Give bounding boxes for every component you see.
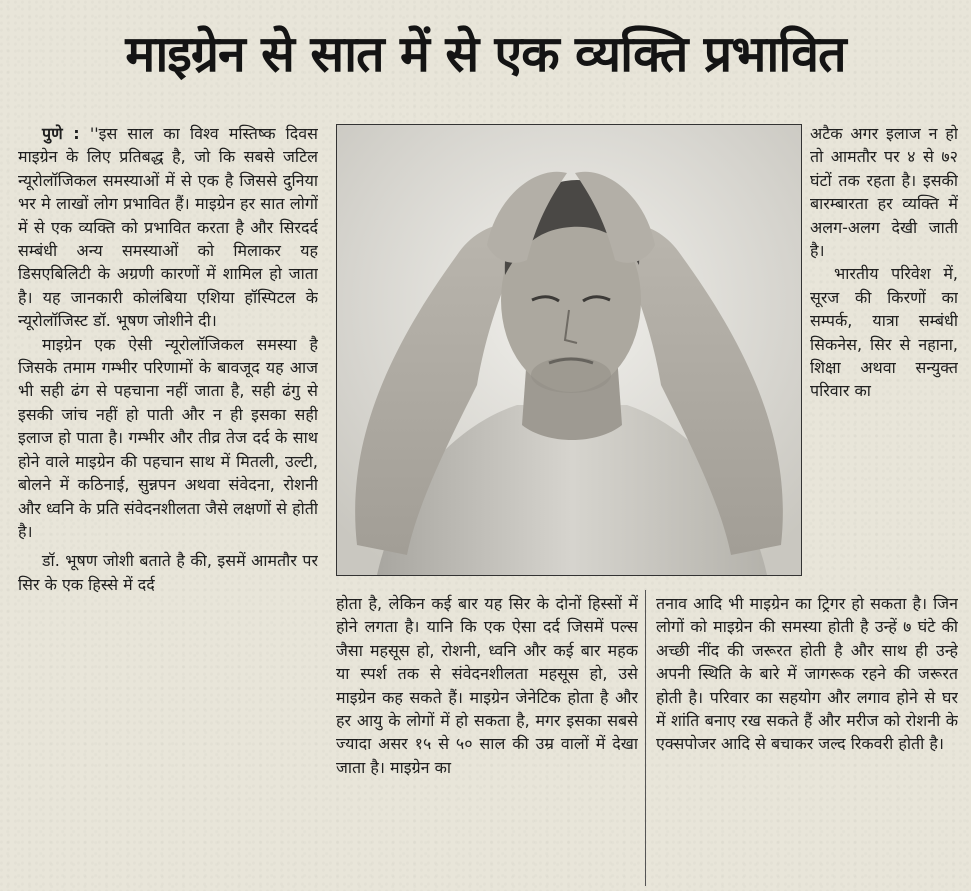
paragraph-7: तनाव आदि भी माइग्रेन का ट्रिगर हो सकता है। जिन लोगों को माइग्रेन की समस्या होती है उन्हें ७ घंटे की अच्छी नींद की जरूरत होती है और साथ ही उन्हे अपनी स्थिति के बारे में जागरूक रहने की जरूरत होती है। परिवार का सहयोग और लगाव होने से घर में शांति बनाए रख सकते हैं और मरीज को रोशनी के एक्सपोजर आदि से बचाकर जल्द रिकवरी होती है। bbox=[656, 594, 958, 754]
article-column-2-bottom bbox=[336, 592, 638, 882]
paragraph-2: माइग्रेन एक ऐसी न्यूरोलॉजिकल समस्या है जिसके तमाम गम्भीर परिणामों के बावजूद यह आज भी सही ढंग से पहचाना नहीं जाता है, सही ढंगु से इसकी जांच नहीं हो पाती और न ही इसका सही इलाज हो पाता है। गम्भीर और तीव्र तेज दर्द के साथ होने वाले माइग्रेन की पहचान साथ में मितली, उल्टी, बोलने में कठिनाई, सुन्नपन अथवा संवेदना, रोशनी और ध्वनि के प्रति संवेदनशीलता जैसे लक्षणों से होती है। bbox=[18, 334, 318, 541]
man-with-headache-photo bbox=[337, 125, 801, 575]
paragraph-6: होता है, लेकिन कई बार यह सिर के दोनों हिस्सों में होने लगता है। यानि कि एक ऐसा दर्द जिसमें पल्स जैसा महसूस हो, रोशनी, ध्वनि और कई बार महक या स्पर्श तक से संवेदनशीलता महसूस हो, उसे माइग्रेन कह सकते हैं। माइग्रेन जेनेटिक होता है और हर आयु के लोगों में हो सकता है, मगर इसका सबसे ज्यादा असर १५ से ५० साल की उम्र वालों में देखा जाता है। माइग्रेन का bbox=[336, 594, 638, 777]
paragraph-3: डॉ. भूषण जोशी बताते है की, इसमें आमतौर पर सिर के एक हिस्से में दर्द bbox=[18, 551, 318, 594]
article-photo bbox=[336, 124, 802, 576]
article-column-3-top bbox=[810, 122, 958, 582]
column-divider bbox=[645, 590, 646, 886]
article-column-1 bbox=[18, 122, 318, 882]
paragraph-1 bbox=[18, 122, 318, 333]
headline: माइग्रेन से सात में से एक व्यक्ति प्रभावित bbox=[125, 25, 846, 83]
paragraph-4: अटैक अगर इलाज न हो तो आमतौर पर ४ से ७२ घंटों तक रहता है। इसकी बारम्बारता हर व्यक्ति में अलग-अलग देखी जाती है। bbox=[810, 124, 958, 261]
paragraph-5: भारतीय परिवेश में, सूरज की किरणों का सम्पर्क, यात्रा सम्बंधी सिकनेस, सिर से नहाना, शिक्षा अथवा सन्युक्त परिवार का bbox=[810, 264, 958, 401]
paragraph-1-text: ''इस साल का विश्व मस्तिष्क दिवस माइग्रेन के लिए प्रतिबद्ध है, जो कि सबसे जटिल न्यूरोलॉजिकल समस्याओं में से एक है जिससे दुनिया भर मे लाखों लोग प्रभावित हैं। माइग्रेन हर सात लोगों में से एक व्यक्ति को प्रभावित करता है और सिरदर्द सम्बंधी अन्य समस्याओं को मिलाकर यह डिसएबिलिटी के अग्रणी कारणों में शामिल हो जाता है। यह जानकारी कोलंबिया एशिया हॉस्पिटल के न्यूरोलॉजिस्ट डॉ. भूषण जोशीने दी। bbox=[18, 124, 318, 331]
dateline: पुणे : bbox=[42, 124, 80, 143]
article-column-3-bottom bbox=[656, 592, 958, 882]
